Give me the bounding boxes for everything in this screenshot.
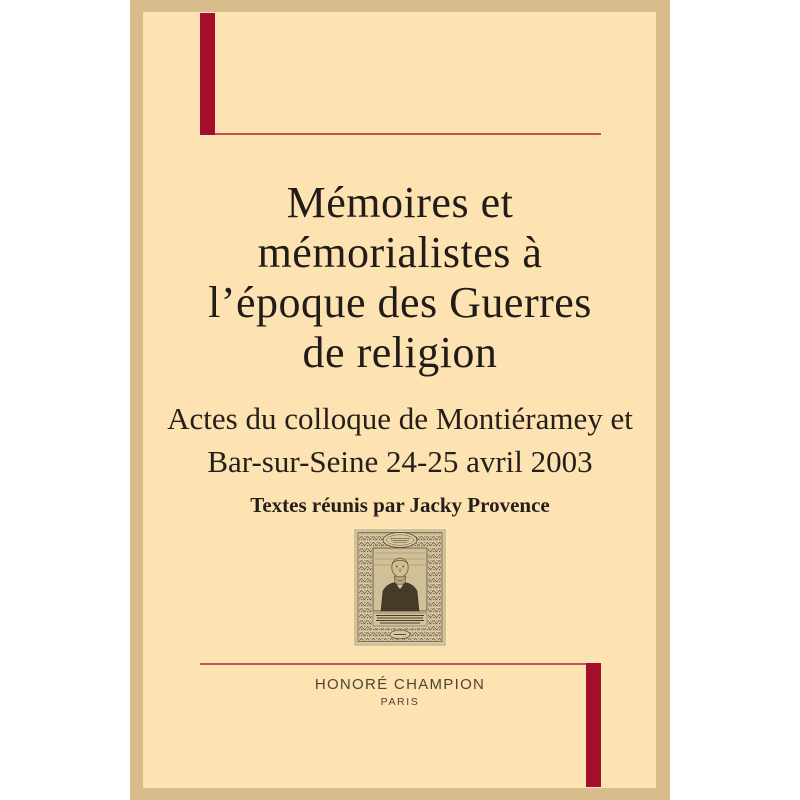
subtitle-line-2: Bar-sur-Seine 24-25 avril 2003 [207, 444, 593, 479]
engraved-portrait-vignette [354, 529, 446, 646]
subtitle-line-1: Actes du colloque de Montiéramey et [167, 401, 633, 436]
title-line-1: Mémoires et [286, 178, 514, 227]
top-left-red-bar [200, 13, 215, 135]
bottom-horizontal-rule [200, 663, 601, 665]
book-subtitle [130, 397, 670, 483]
title-line-4: de religion [302, 328, 498, 377]
title-line-2: mémorialistes à [257, 228, 543, 277]
publisher-city: PARIS [380, 696, 420, 708]
book-title [130, 178, 670, 378]
title-line-3: l’époque des Guerres [208, 278, 592, 327]
publisher-name: HONORÉ CHAMPION [314, 676, 486, 693]
top-horizontal-rule [200, 133, 601, 135]
book-cover [130, 0, 670, 800]
editor-byline: Textes réunis par Jacky Provence [250, 493, 550, 517]
